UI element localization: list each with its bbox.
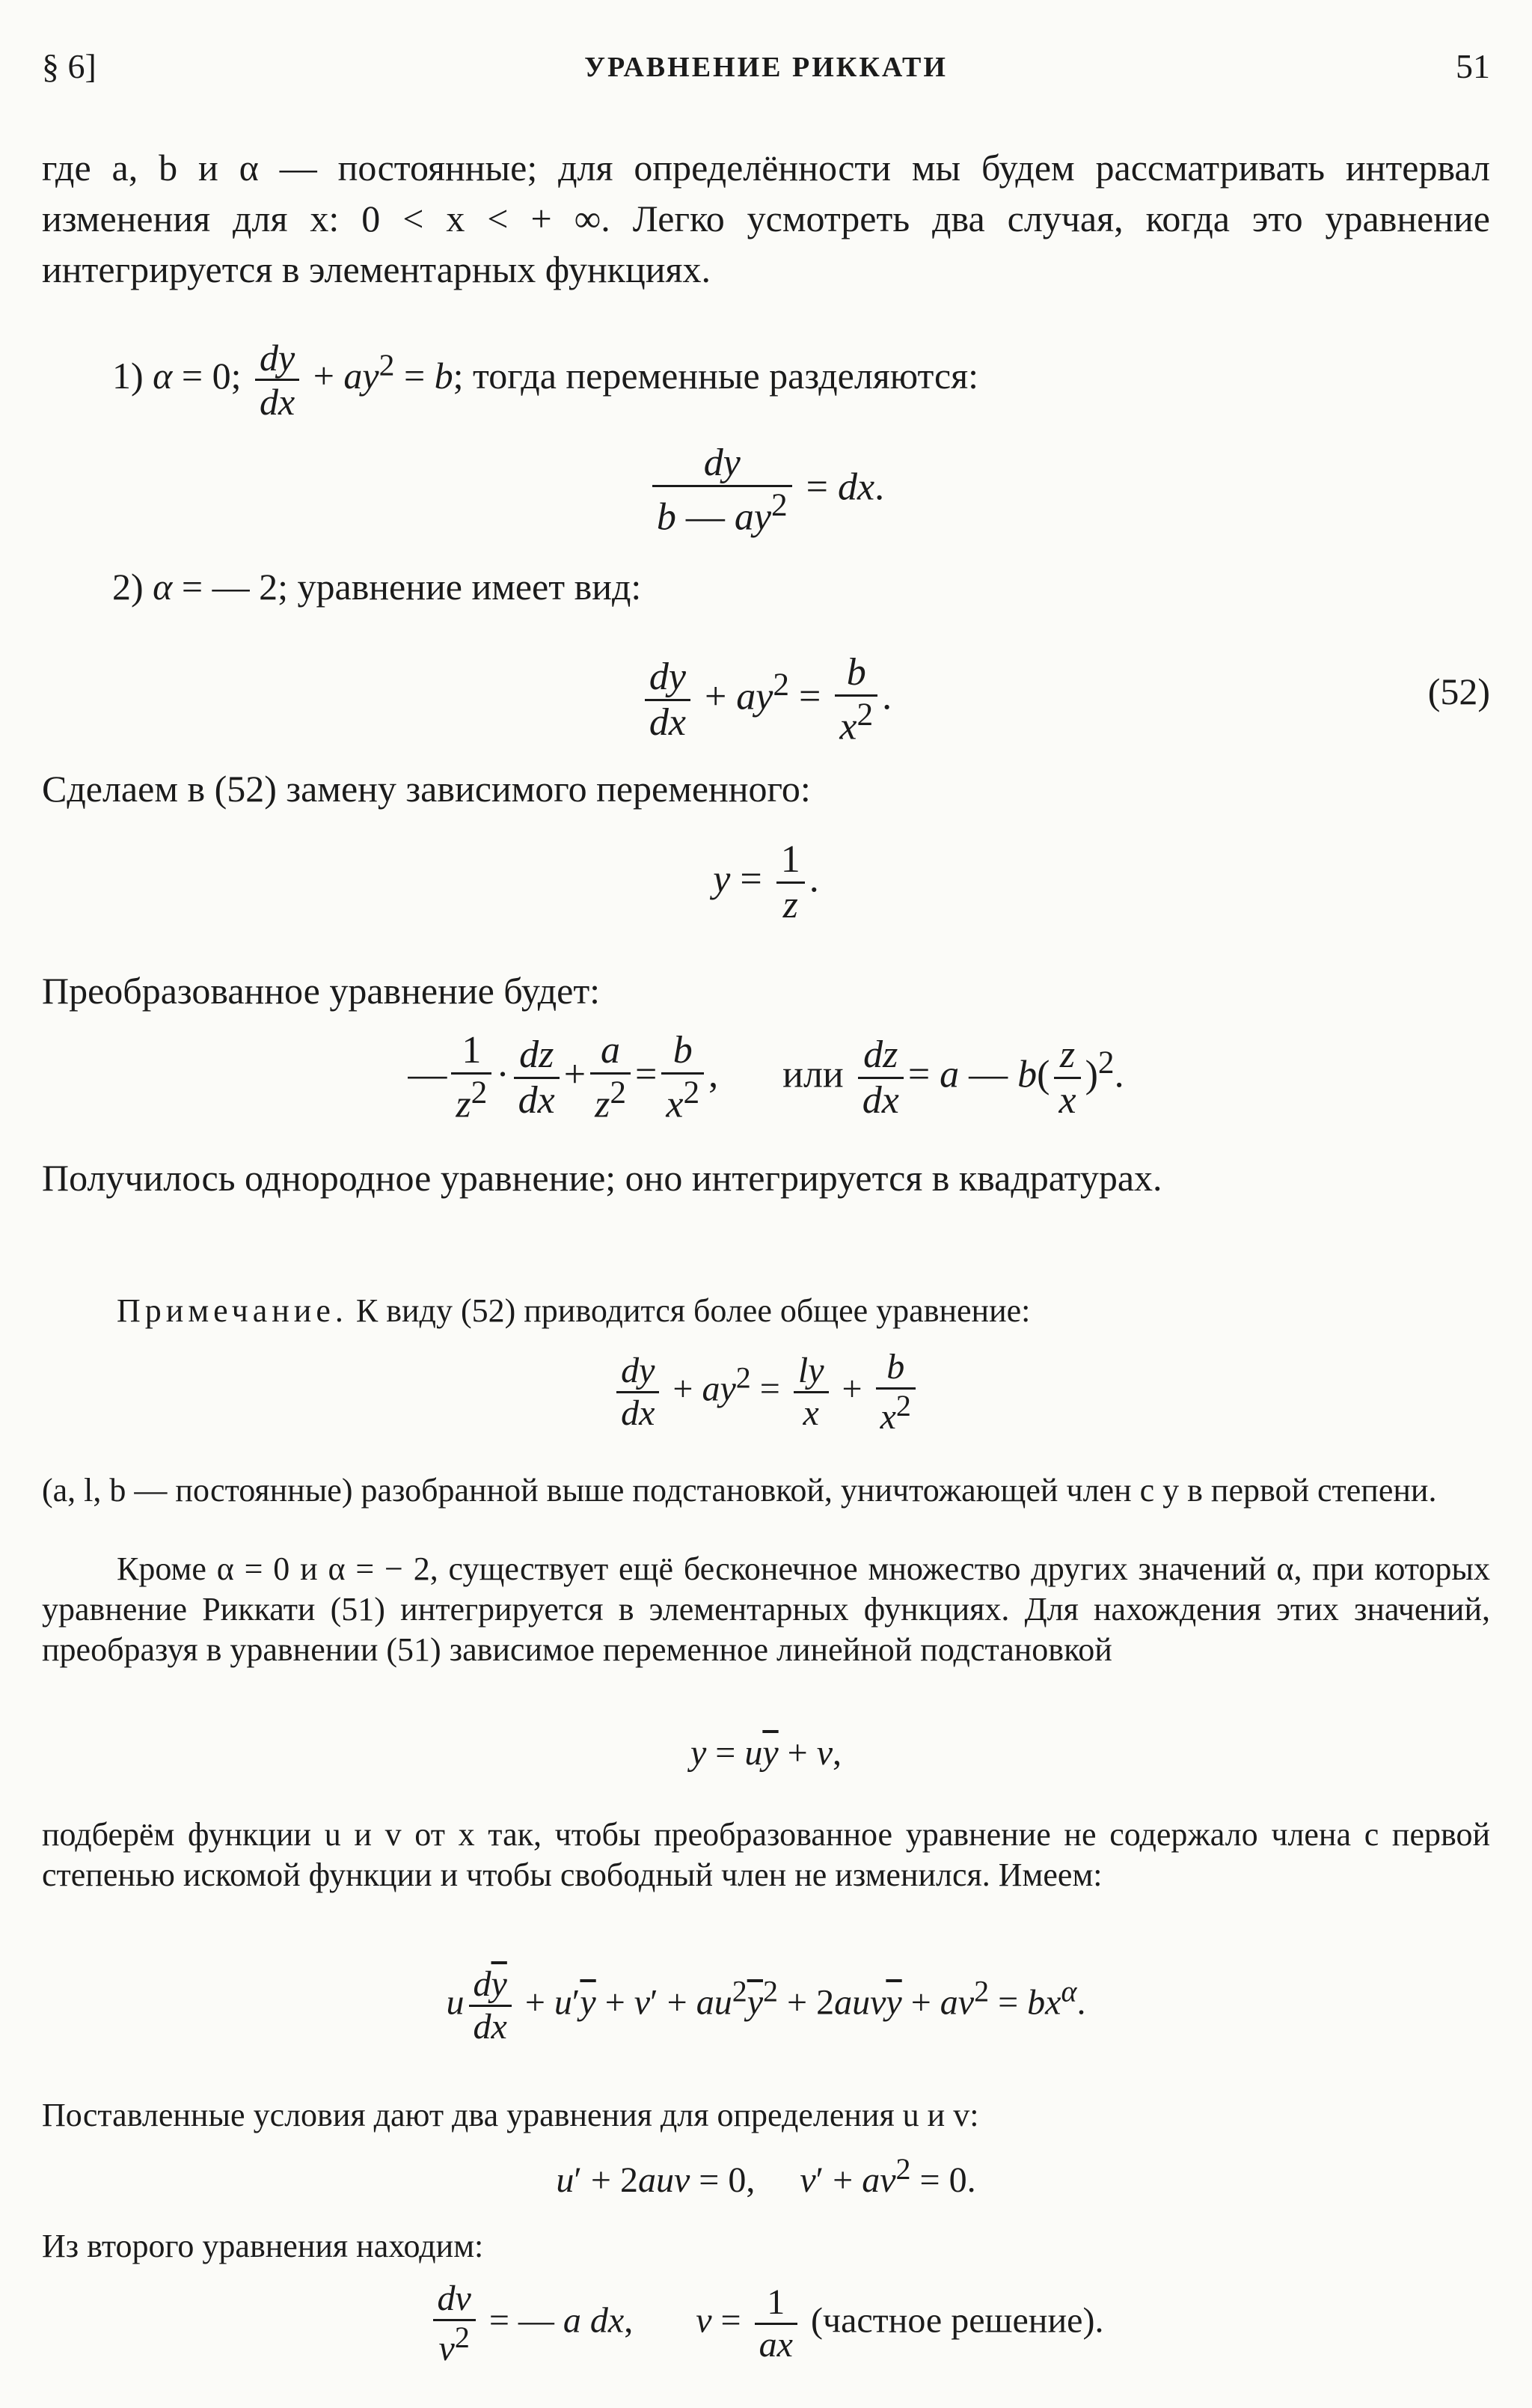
choose-paragraph: подберём функции u и v от x так, чтобы преобразованное уравнение не содержало члена с первой степенью искомой функции и чтобы свободный член не изменился. Имеем: xyxy=(42,1816,1490,1893)
intro-paragraph: где a, b и α — постоянные; для определённости мы будем рассматривать интервал изменения для x: 0 < x < + ∞. Легко усмотреть два случая, когда это уравнение интегрируется в элементарных функциях. xyxy=(42,147,1490,290)
transformed-paragraph: Преобразованное уравнение будет: xyxy=(42,970,601,1012)
substitution-paragraph: Сделаем в (52) замену зависимого переменного: xyxy=(42,768,811,810)
running-header xyxy=(42,46,1490,91)
equation-y-equals-1-over-z: y = $\frac{1}{z}$ . xyxy=(713,838,819,927)
equation-separated: $\frac{dy}{b — ay^2}$ = dx. xyxy=(42,441,1490,540)
homogeneous-paragraph: Получилось однородное уравнение; оно интегрируется в квадратурах. xyxy=(42,1157,1162,1199)
equation-expanded: u $\frac{d\overline{y}}{dx}$ + $u'\overline{y} + v' + au^2\overline{y}^2 + 2auv\overline{y} + av^2 = bx^\alpha$. xyxy=(446,1964,1086,2047)
equation-u-v-system: u′ + 2auv = 0, $v' + av^2 = 0$. xyxy=(556,2152,976,2200)
conditions-paragraph: Поставленные условия дают два уравнения для определения u и v: xyxy=(42,2097,979,2133)
case-1-line: 1) α = 0; $\frac{dy}{dx}$ + $ay^2 = b$; тогда переменные разделяются: xyxy=(112,337,979,423)
equation-particular-solution: $\frac{dv}{v^2}$ = — a dx, v = $\frac{1}{ax}$ (частное решение). xyxy=(42,2279,1490,2369)
note-after-paragraph: (a, l, b — постоянные) разобранной выше подстановкой, уничтожающей член с y в первой степени. xyxy=(42,1472,1437,1509)
besides-paragraph: Кроме α = 0 и α = − 2, существует ещё бесконечное множество других значений α, при которых уравнение Риккати (51) интегрируется в элементарных функциях. Для нахождения этих значений, преобразуя в уравнении (51) зависимое переменное линейной подстановкой xyxy=(42,1550,1490,1668)
equation-number-52: (52) xyxy=(1427,670,1490,712)
particular-solution-note: (частное решение). xyxy=(810,2300,1104,2341)
case-1-text: тогда переменные разделяются: xyxy=(473,354,979,397)
or-word: или xyxy=(782,1053,844,1096)
case-1-label: 1) xyxy=(112,354,144,397)
section-number: § 6] xyxy=(42,47,96,85)
equation-linear-substitution: $y = u\overline{y} + v$, xyxy=(690,1733,842,1773)
note-label: Примечание. xyxy=(117,1292,348,1329)
case-2-line: 2) α = — 2; уравнение имеет вид: xyxy=(112,566,642,608)
running-title: УРАВНЕНИЕ РИККАТИ xyxy=(584,52,948,83)
equation-general: $\frac{dy}{dx}$ + $ay^2$ = $\frac{ly}{x}$ + $\frac{b}{x^2}$ xyxy=(42,1347,1490,1437)
equation-transformed: — $\frac{1}{z^2}$ · $\frac{dz}{dx}$ + $\frac{a}{z^2}$ = $\frac{b}{x^2}$ , или $\frac{dz}{dx}$ = a — b( $\frac{z}{x}$ )$^2$. xyxy=(408,1029,1124,1126)
fraction-dy-dx: $\frac{dy}{dx}$ xyxy=(255,337,299,423)
case-2-label: 2) xyxy=(112,566,144,608)
page-number: 51 xyxy=(1456,47,1490,85)
equation-52: $\frac{dy}{dx}$ + $ay^2$ = $\frac{b}{x^2}$ . xyxy=(42,651,1490,749)
case-2-text: уравнение имеет вид: xyxy=(297,566,642,608)
note-paragraph xyxy=(42,1291,1490,1331)
note-text: К виду (52) приводится более общее уравнение: xyxy=(355,1292,1031,1329)
second-equation-paragraph: Из второго уравнения находим: xyxy=(42,2228,484,2264)
